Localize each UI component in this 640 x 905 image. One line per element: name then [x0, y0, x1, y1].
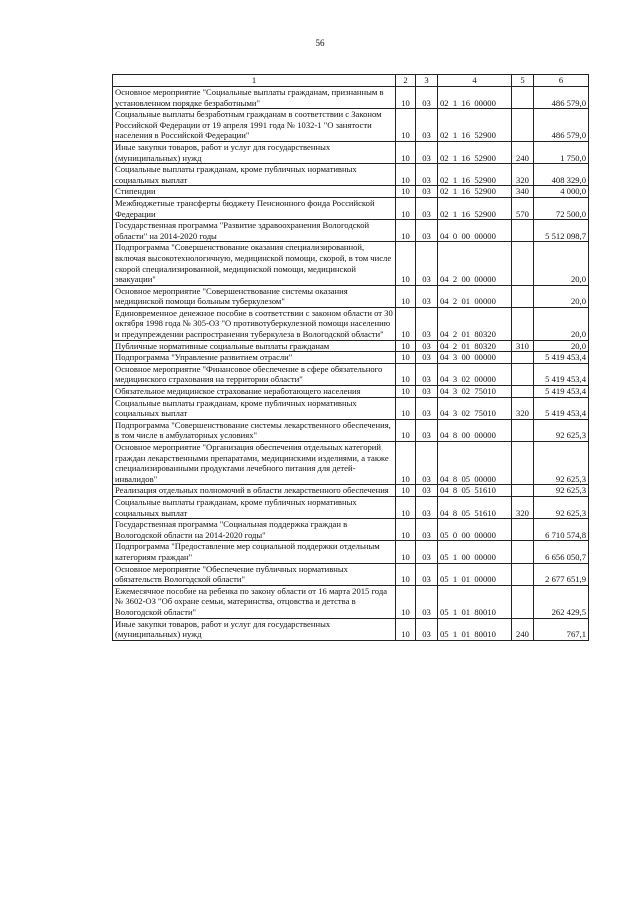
target-article-cell: 04 3 00 00000	[438, 352, 512, 364]
target-article-cell: 02 1 16 52900	[438, 164, 512, 186]
row-name-cell: Иные закупки товаров, работ и услуг для государственных (муниципальных) нужд	[113, 618, 396, 640]
row-name-cell: Основное мероприятие "Финансовое обеспечение в сфере обязательного медицинского страхования на территории области"	[113, 363, 396, 385]
budget-table	[112, 74, 589, 641]
section-code-cell: 10	[396, 419, 416, 441]
amount-cell: 262 429,5	[534, 585, 589, 618]
row-name-cell: Подпрограмма "Совершенствование оказания специализированной, включая высокотехнологичную, медицинской помощи, скорой, в том числе скорой специализированной, медицинской помощи, медицинской эвакуации"	[113, 242, 396, 285]
target-article-cell: 05 1 00 00000	[438, 541, 512, 563]
amount-cell: 5 419 453,4	[534, 352, 589, 364]
section-code-cell: 10	[396, 340, 416, 352]
row-name-cell: Основное мероприятие "Организация обеспечения отдельных категорий граждан лекарственными препаратами, медицинскими изделиями, а также специализированными продуктами лечебного питания для детей-инвалидов"	[113, 442, 396, 485]
amount-cell: 72 500,0	[534, 197, 589, 219]
target-article-cell: 04 2 01 80320	[438, 307, 512, 340]
amount-cell: 6 656 050,7	[534, 541, 589, 563]
row-name-cell: Подпрограмма "Совершенствование системы лекарственного обеспечения, в том числе в амбулаторных условиях"	[113, 419, 396, 441]
table-row	[113, 340, 589, 352]
section-code-cell: 10	[396, 485, 416, 497]
section-code-cell: 10	[396, 87, 416, 109]
amount-cell: 767,1	[534, 618, 589, 640]
page-number: 56	[315, 38, 325, 48]
target-article-cell: 04 2 01 00000	[438, 285, 512, 307]
target-article-cell: 04 8 05 51610	[438, 496, 512, 518]
section-code-cell: 10	[396, 242, 416, 285]
row-name-cell: Основное мероприятие "Совершенствование системы оказания медицинской помощи больным туберкулезом"	[113, 285, 396, 307]
expense-type-cell: 310	[512, 340, 534, 352]
row-name-cell: Единовременное денежное пособие в соответствии с законом области от 30 октября 1998 года № 305-ОЗ "О противотуберкулезной помощи населению и предупреждении распространения туберкулеза в Вологодской области"	[113, 307, 396, 340]
amount-cell: 6 710 574,8	[534, 519, 589, 541]
row-name-cell: Государственная программа "Социальная поддержка граждан в Вологодской области на 2014-2020 годы"	[113, 519, 396, 541]
subsection-code-cell: 03	[416, 340, 438, 352]
table-row	[113, 220, 589, 242]
header-row	[113, 75, 589, 87]
subsection-code-cell: 03	[416, 220, 438, 242]
target-article-cell: 02 1 16 52900	[438, 197, 512, 219]
section-code-cell: 10	[396, 109, 416, 142]
section-code-cell: 10	[396, 186, 416, 198]
amount-cell: 20,0	[534, 285, 589, 307]
table-row	[113, 496, 589, 518]
target-article-cell: 02 1 16 52900	[438, 109, 512, 142]
target-article-cell: 04 8 05 00000	[438, 442, 512, 485]
target-article-cell: 04 0 00 00000	[438, 220, 512, 242]
expense-type-cell	[512, 220, 534, 242]
target-article-cell: 04 2 01 80320	[438, 340, 512, 352]
row-name-cell: Основное мероприятие "Социальные выплаты гражданам, признанным в установленном порядке безработными"	[113, 87, 396, 109]
amount-cell: 5 512 098,7	[534, 220, 589, 242]
row-name-cell: Государственная программа "Развитие здравоохранения Вологодской области" на 2014-2020 годы	[113, 220, 396, 242]
expense-type-cell	[512, 363, 534, 385]
header-cell: 4	[438, 75, 512, 87]
amount-cell: 5 419 453,4	[534, 363, 589, 385]
table-row	[113, 141, 589, 163]
expense-type-cell	[512, 307, 534, 340]
target-article-cell: 05 0 00 00000	[438, 519, 512, 541]
section-code-cell: 10	[396, 496, 416, 518]
subsection-code-cell: 03	[416, 307, 438, 340]
table-row	[113, 442, 589, 485]
table-row	[113, 563, 589, 585]
section-code-cell: 10	[396, 397, 416, 419]
section-code-cell: 10	[396, 352, 416, 364]
amount-cell: 20,0	[534, 340, 589, 352]
amount-cell: 408 329,0	[534, 164, 589, 186]
header-cell: 5	[512, 75, 534, 87]
target-article-cell: 05 1 01 80010	[438, 618, 512, 640]
table-row	[113, 585, 589, 618]
amount-cell: 92 625,3	[534, 442, 589, 485]
target-article-cell: 05 1 01 80010	[438, 585, 512, 618]
subsection-code-cell: 03	[416, 397, 438, 419]
amount-cell: 92 625,3	[534, 485, 589, 497]
section-code-cell: 10	[396, 442, 416, 485]
section-code-cell: 10	[396, 220, 416, 242]
section-code-cell: 10	[396, 585, 416, 618]
subsection-code-cell: 03	[416, 87, 438, 109]
subsection-code-cell: 03	[416, 541, 438, 563]
subsection-code-cell: 03	[416, 109, 438, 142]
expense-type-cell: 320	[512, 164, 534, 186]
table-row	[113, 485, 589, 497]
section-code-cell: 10	[396, 164, 416, 186]
expense-type-cell: 320	[512, 496, 534, 518]
amount-cell: 486 579,0	[534, 87, 589, 109]
expense-type-cell	[512, 563, 534, 585]
header-cell: 6	[534, 75, 589, 87]
subsection-code-cell: 03	[416, 485, 438, 497]
target-article-cell: 04 8 05 51610	[438, 485, 512, 497]
subsection-code-cell: 03	[416, 363, 438, 385]
table-row	[113, 352, 589, 364]
expense-type-cell	[512, 109, 534, 142]
expense-type-cell	[512, 242, 534, 285]
subsection-code-cell: 03	[416, 197, 438, 219]
table-row	[113, 519, 589, 541]
table-row	[113, 363, 589, 385]
row-name-cell: Иные закупки товаров, работ и услуг для государственных (муниципальных) нужд	[113, 141, 396, 163]
row-name-cell: Социальные выплаты безработным гражданам в соответствии с Законом Российской Федерации от 19 апреля 1991 года № 1032-1 "О занятости населения в Российской Федерации"	[113, 109, 396, 142]
expense-type-cell	[512, 285, 534, 307]
expense-type-cell	[512, 485, 534, 497]
row-name-cell: Публичные нормативные социальные выплаты гражданам	[113, 340, 396, 352]
target-article-cell: 02 1 16 52900	[438, 186, 512, 198]
table-row	[113, 307, 589, 340]
header-cell: 1	[113, 75, 396, 87]
row-name-cell: Ежемесячное пособие на ребенка по закону области от 16 марта 2015 года № 3602-ОЗ "Об охране семьи, материнства, отцовства и детства в Вологодской области"	[113, 585, 396, 618]
subsection-code-cell: 03	[416, 419, 438, 441]
target-article-cell: 04 8 00 00000	[438, 419, 512, 441]
row-name-cell: Подпрограмма "Управление развитием отрасли"	[113, 352, 396, 364]
header-cell: 2	[396, 75, 416, 87]
subsection-code-cell: 03	[416, 386, 438, 398]
target-article-cell: 05 1 01 00000	[438, 563, 512, 585]
amount-cell: 5 419 453,4	[534, 386, 589, 398]
subsection-code-cell: 03	[416, 352, 438, 364]
section-code-cell: 10	[396, 563, 416, 585]
expense-type-cell: 240	[512, 618, 534, 640]
table-row	[113, 285, 589, 307]
expense-type-cell: 340	[512, 186, 534, 198]
section-code-cell: 10	[396, 141, 416, 163]
header-cell: 3	[416, 75, 438, 87]
row-name-cell: Социальные выплаты гражданам, кроме публичных нормативных социальных выплат	[113, 496, 396, 518]
section-code-cell: 10	[396, 386, 416, 398]
row-name-cell: Межбюджетные трансферты бюджету Пенсионного фонда Российской Федерации	[113, 197, 396, 219]
expense-type-cell	[512, 541, 534, 563]
amount-cell: 2 677 651,9	[534, 563, 589, 585]
section-code-cell: 10	[396, 307, 416, 340]
row-name-cell: Реализация отдельных полномочий в области лекарственного обеспечения	[113, 485, 396, 497]
target-article-cell: 04 3 02 75010	[438, 386, 512, 398]
table-row	[113, 186, 589, 198]
table-row	[113, 242, 589, 285]
table-row	[113, 386, 589, 398]
table-row	[113, 541, 589, 563]
amount-cell: 4 000,0	[534, 186, 589, 198]
expense-type-cell: 240	[512, 141, 534, 163]
expense-type-cell	[512, 352, 534, 364]
section-code-cell: 10	[396, 519, 416, 541]
table-row	[113, 164, 589, 186]
expense-type-cell: 320	[512, 397, 534, 419]
section-code-cell: 10	[396, 541, 416, 563]
expense-type-cell	[512, 386, 534, 398]
expense-type-cell	[512, 442, 534, 485]
amount-cell: 20,0	[534, 307, 589, 340]
expense-type-cell	[512, 585, 534, 618]
subsection-code-cell: 03	[416, 141, 438, 163]
row-name-cell: Стипендии	[113, 186, 396, 198]
amount-cell: 20,0	[534, 242, 589, 285]
subsection-code-cell: 03	[416, 519, 438, 541]
expense-type-cell	[512, 419, 534, 441]
target-article-cell: 04 3 02 00000	[438, 363, 512, 385]
section-code-cell: 10	[396, 363, 416, 385]
subsection-code-cell: 03	[416, 496, 438, 518]
subsection-code-cell: 03	[416, 563, 438, 585]
subsection-code-cell: 03	[416, 585, 438, 618]
table-row	[113, 87, 589, 109]
target-article-cell: 02 1 16 00000	[438, 87, 512, 109]
subsection-code-cell: 03	[416, 442, 438, 485]
row-name-cell: Подпрограмма "Предоставление мер социальной поддержки отдельным категориям граждан"	[113, 541, 396, 563]
subsection-code-cell: 03	[416, 242, 438, 285]
subsection-code-cell: 03	[416, 285, 438, 307]
table-row	[113, 419, 589, 441]
amount-cell: 92 625,3	[534, 419, 589, 441]
amount-cell: 5 419 453,4	[534, 397, 589, 419]
amount-cell: 92 625,3	[534, 496, 589, 518]
section-code-cell: 10	[396, 285, 416, 307]
target-article-cell: 04 2 00 00000	[438, 242, 512, 285]
target-article-cell: 04 3 02 75010	[438, 397, 512, 419]
expense-type-cell	[512, 519, 534, 541]
expense-type-cell	[512, 87, 534, 109]
target-article-cell: 02 1 16 52900	[438, 141, 512, 163]
subsection-code-cell: 03	[416, 618, 438, 640]
amount-cell: 1 750,0	[534, 141, 589, 163]
section-code-cell: 10	[396, 618, 416, 640]
row-name-cell: Обязательное медицинское страхование неработающего населения	[113, 386, 396, 398]
expense-type-cell: 570	[512, 197, 534, 219]
row-name-cell: Социальные выплаты гражданам, кроме публичных нормативных социальных выплат	[113, 164, 396, 186]
table-row	[113, 197, 589, 219]
table-row	[113, 109, 589, 142]
section-code-cell: 10	[396, 197, 416, 219]
amount-cell: 486 579,0	[534, 109, 589, 142]
table-row	[113, 397, 589, 419]
subsection-code-cell: 03	[416, 186, 438, 198]
subsection-code-cell: 03	[416, 164, 438, 186]
row-name-cell: Социальные выплаты гражданам, кроме публичных нормативных социальных выплат	[113, 397, 396, 419]
row-name-cell: Основное мероприятие "Обеспечение публичных нормативных обязательств Вологодской области"	[113, 563, 396, 585]
table-row	[113, 618, 589, 640]
